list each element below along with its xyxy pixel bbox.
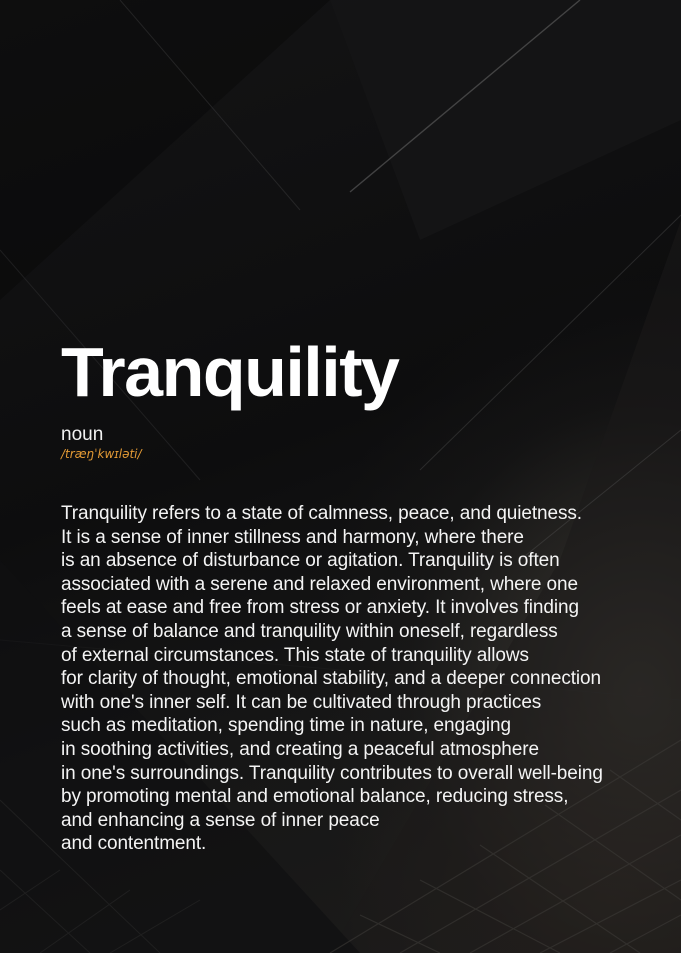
bg-plane-left (0, 0, 330, 300)
definition-line: is an absence of disturbance or agitation. Tranquility is often (61, 550, 560, 572)
definition-line: of external circumstances. This state of tranquility allows (61, 644, 529, 666)
definition-line: such as meditation, spending time in nature, engaging (61, 715, 511, 737)
part-of-speech: noun (61, 424, 104, 445)
pronunciation: /træŋˈkwɪləti/ (61, 447, 142, 461)
definition-line: in one's surroundings. Tranquility contributes to overall well-being (61, 762, 603, 784)
definition-line: a sense of balance and tranquility within oneself, regardless (61, 620, 558, 642)
definition-text (61, 502, 661, 856)
definition-line: for clarity of thought, emotional stability, and a deeper connection (61, 668, 601, 690)
definition-line: and enhancing a sense of inner peace (61, 809, 380, 831)
dictionary-entry (61, 332, 661, 856)
definition-line: by promoting mental and emotional balance, reducing stress, (61, 786, 569, 808)
definition-line: It is a sense of inner stillness and harmony, where there (61, 526, 524, 548)
definition-line: associated with a serene and relaxed environment, where one (61, 573, 578, 595)
definition-line: with one's inner self. It can be cultivated through practices (61, 691, 542, 713)
definition-line: feels at ease and free from stress or anxiety. It involves finding (61, 597, 579, 619)
definition-line: Tranquility refers to a state of calmness, peace, and quietness. (61, 503, 582, 524)
bg-plane-top (330, 0, 681, 240)
entry-word: Tranquility (61, 333, 399, 411)
definition-line: and contentment. (61, 833, 207, 855)
definition-line: in soothing activities, and creating a peaceful atmosphere (61, 738, 539, 760)
